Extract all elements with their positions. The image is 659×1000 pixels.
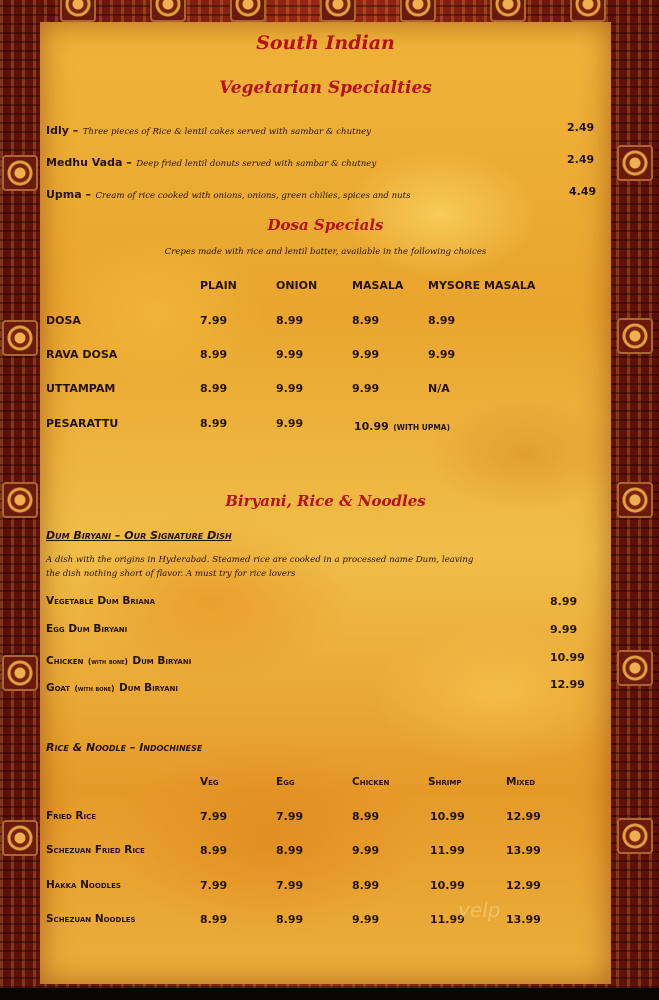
rice-price: 11.99	[430, 913, 465, 926]
item-price: 2.49	[567, 121, 595, 134]
rice-price: 12.99	[506, 879, 541, 892]
rice-col-header: Veg	[200, 776, 219, 788]
dosa-price: 9.99	[428, 348, 456, 361]
rice-row-name: Hakka Noodles	[46, 879, 121, 891]
item-name: Idly –	[46, 124, 79, 137]
rice-price: 8.99	[352, 879, 380, 892]
rice-price: 8.99	[200, 913, 228, 926]
rice-row-name: Fried Rice	[46, 810, 97, 822]
item-desc: Three pieces of Rice & lentil cakes served with sambar & chutney	[82, 127, 372, 137]
ornament-tile	[617, 145, 653, 181]
biryani-item-note: (with bone)	[87, 657, 128, 666]
ornament-tile	[400, 0, 436, 22]
biryani-item-name: Chicken	[46, 655, 84, 667]
dosa-price: 8.99	[428, 314, 456, 327]
dosa-col-header: MYSORE MASALA	[428, 279, 536, 292]
biryani-item-note: (with bone)	[74, 684, 115, 693]
ornament-tile	[2, 482, 38, 518]
veg-heading: Vegetarian Specialties	[219, 78, 432, 98]
ornament-tile	[490, 0, 526, 22]
ornament-tile	[2, 320, 38, 356]
rice-price: 10.99	[430, 879, 465, 892]
rice-price: 7.99	[200, 879, 228, 892]
biryani-item-name: Dum Biryani	[132, 655, 192, 667]
dosa-note: (WITH UPMA)	[393, 423, 451, 432]
biryani-heading: Biryani, Rice & Noodles	[225, 492, 426, 510]
rice-price: 10.99	[430, 810, 465, 823]
rice-noodle-title: Rice & Noodle – Indochinese	[46, 741, 203, 754]
ornament-tile	[617, 818, 653, 854]
dosa-row-name: PESARATTU	[46, 417, 119, 430]
ornament-tile	[150, 0, 186, 22]
rice-price: 9.99	[352, 913, 380, 926]
dosa-price: 8.99	[276, 314, 304, 327]
biryani-item-name: Vegetable Dum Briana	[46, 595, 156, 607]
dosa-price: 9.99	[352, 382, 380, 395]
biryani-item-name: Goat	[46, 682, 71, 694]
rice-price: 8.99	[200, 844, 228, 857]
rice-row-name: Schezuan Noodles	[46, 913, 136, 925]
ornament-tile	[570, 0, 606, 22]
dosa-subtitle: Crepes made with rice and lentil batter, available in the following choices	[164, 247, 487, 257]
dum-biryani-title: Dum Biryani – Our Signature Dish	[46, 529, 232, 542]
menu-item	[46, 185, 411, 203]
rice-price: 12.99	[506, 810, 541, 823]
rice-price: 9.99	[352, 844, 380, 857]
rice-price: 8.99	[276, 844, 304, 857]
biryani-item	[46, 651, 191, 669]
dosa-price-with-note	[354, 417, 450, 435]
ornament-tile	[617, 318, 653, 354]
item-price: 4.49	[569, 185, 597, 198]
rice-price: 7.99	[276, 810, 304, 823]
rice-col-header: Shrimp	[428, 776, 462, 788]
menu-item	[46, 121, 371, 139]
ornament-tile	[617, 482, 653, 518]
menu-page	[40, 22, 611, 984]
rice-price: 13.99	[506, 844, 541, 857]
rice-price: 8.99	[352, 810, 380, 823]
menu-item	[46, 153, 376, 171]
item-desc: Cream of rice cooked with onions, onions, green chilies, spices and nuts	[95, 191, 411, 201]
rice-col-header: Egg	[276, 776, 295, 788]
rice-price: 8.99	[276, 913, 304, 926]
dosa-price: 8.99	[200, 417, 228, 430]
biryani-item	[46, 678, 178, 696]
item-name: Medhu Vada –	[46, 156, 132, 169]
rice-col-header: Chicken	[352, 776, 390, 788]
dum-biryani-desc: the dish nothing short of flavor. A must try for rice lovers	[46, 569, 296, 579]
menu-title: South Indian	[256, 32, 395, 54]
ornament-tile	[2, 655, 38, 691]
dosa-price: N/A	[428, 382, 450, 395]
rice-col-header: Mixed	[506, 776, 536, 788]
dosa-row-name: RAVA DOSA	[46, 348, 118, 361]
ornament-tile	[60, 0, 96, 22]
dosa-price: 9.99	[276, 348, 304, 361]
rice-price: 7.99	[200, 810, 228, 823]
biryani-item-name: Egg Dum Biryani	[46, 623, 128, 635]
ornament-tile	[230, 0, 266, 22]
item-price: 2.49	[567, 153, 595, 166]
dosa-col-header: MASALA	[352, 279, 404, 292]
dum-biryani-desc: A dish with the origins in Hyderabad. Steamed rice are cooked in a processed name Dum, leaving	[46, 555, 474, 565]
dosa-col-header: PLAIN	[200, 279, 237, 292]
dosa-price: 8.99	[200, 382, 228, 395]
item-name: Upma –	[46, 188, 92, 201]
biryani-item-price: 8.99	[550, 595, 578, 608]
ornament-tile	[617, 650, 653, 686]
biryani-item-price: 9.99	[550, 623, 578, 636]
rice-price: 7.99	[276, 879, 304, 892]
biryani-item-price: 10.99	[550, 651, 585, 664]
rice-row-name: Schezuan Fried Rice	[46, 844, 145, 856]
watermark-logo: yelp	[458, 898, 501, 922]
biryani-item-price: 12.99	[550, 678, 585, 691]
dosa-price: 8.99	[200, 348, 228, 361]
rice-price: 13.99	[506, 913, 541, 926]
dosa-price: 7.99	[200, 314, 228, 327]
dosa-price: 9.99	[352, 348, 380, 361]
biryani-item-name: Dum Biryani	[119, 682, 178, 694]
ornament-tile	[2, 155, 38, 191]
dosa-row-name: DOSA	[46, 314, 81, 327]
dosa-heading: Dosa Specials	[267, 216, 384, 234]
dosa-price: 10.99	[354, 420, 389, 433]
dosa-col-header: ONION	[276, 279, 318, 292]
item-desc: Deep fried lentil donuts served with sambar & chutney	[136, 159, 377, 169]
dosa-row-name: UTTAMPAM	[46, 382, 116, 395]
ornament-tile	[2, 820, 38, 856]
dosa-price: 9.99	[276, 417, 304, 430]
dosa-price: 8.99	[352, 314, 380, 327]
dosa-price: 9.99	[276, 382, 304, 395]
rice-price: 11.99	[430, 844, 465, 857]
ornament-tile	[320, 0, 356, 22]
